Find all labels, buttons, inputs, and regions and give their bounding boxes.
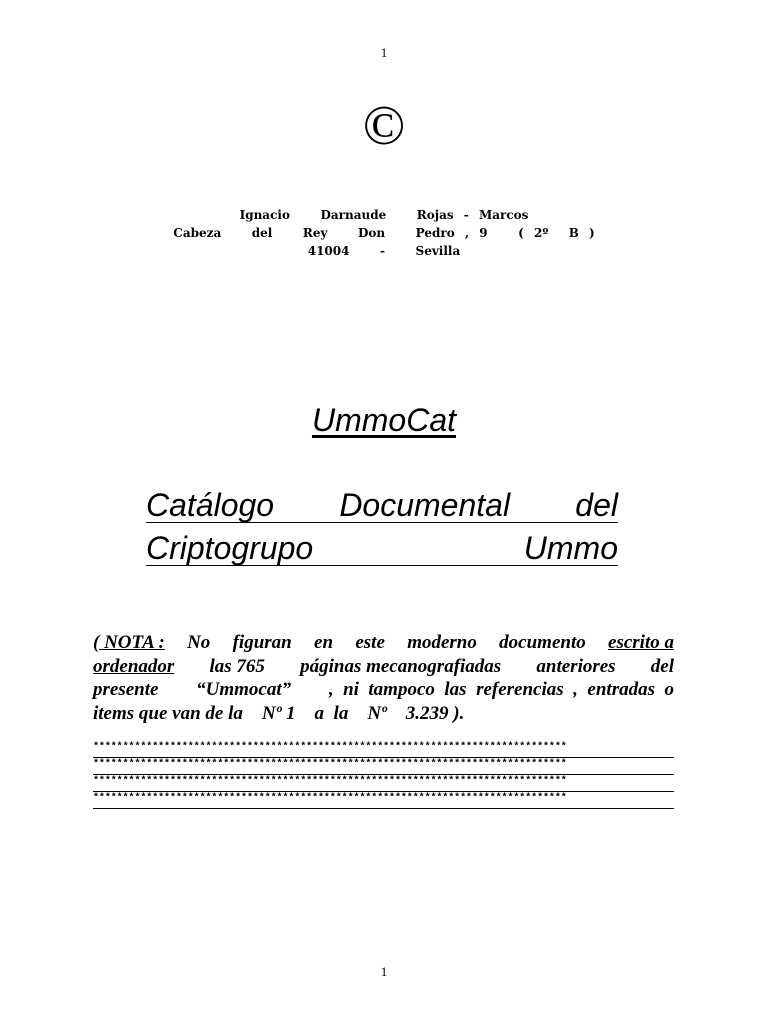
page-number-top: 1 bbox=[380, 45, 388, 60]
note-word: este bbox=[355, 632, 385, 653]
note-line-4 bbox=[93, 702, 674, 726]
subtitle-word: Criptogrupo bbox=[146, 530, 314, 566]
subtitle-line-1 bbox=[146, 484, 618, 523]
asterisk-row: ******************************************************************************** bbox=[93, 741, 674, 758]
subtitle-line-2 bbox=[146, 527, 618, 566]
note-word: en bbox=[314, 632, 334, 653]
page-number-bottom: 1 bbox=[380, 964, 388, 979]
author-street: Cabeza del Rey Don Pedro , 9 ( 2º B ) bbox=[173, 226, 595, 240]
note-word: No bbox=[187, 632, 211, 653]
asterisk-separator bbox=[93, 741, 674, 809]
subtitle-word: Catálogo bbox=[146, 487, 275, 523]
asterisk-row: ******************************************************************************** bbox=[93, 792, 674, 809]
note-line-2 bbox=[93, 655, 674, 679]
note-word: páginas mecanografiadas bbox=[300, 655, 502, 677]
note-line-1 bbox=[93, 631, 674, 655]
document-title bbox=[0, 400, 768, 440]
note-word: presente bbox=[93, 679, 159, 700]
note-paragraph bbox=[93, 631, 674, 725]
note-word: documento bbox=[499, 632, 586, 653]
subtitle-word: Ummo bbox=[523, 530, 618, 566]
note-word: del bbox=[650, 655, 674, 677]
note-word: items que van de la Nº 1 a la Nº 3.239 ). bbox=[93, 702, 465, 724]
note-word: las 765 bbox=[209, 655, 265, 677]
author-name: Ignacio Darnaude Rojas - Marcos bbox=[239, 208, 529, 222]
note-word: escrito a bbox=[608, 632, 674, 653]
note-label: ( NOTA : bbox=[93, 632, 165, 653]
title-text: UmmoCat bbox=[311, 402, 456, 438]
document-subtitle bbox=[146, 484, 618, 570]
note-word: moderno bbox=[407, 632, 477, 653]
note-word: ordenador bbox=[93, 655, 175, 677]
note-line-3 bbox=[93, 678, 674, 702]
note-word: figuran bbox=[232, 632, 292, 653]
author-block bbox=[0, 206, 768, 260]
author-city: 41004 - Sevilla bbox=[307, 244, 461, 258]
note-word: anteriores bbox=[536, 655, 616, 677]
note-word: “Ummocat” bbox=[196, 679, 292, 700]
asterisk-row: ******************************************************************************** bbox=[93, 775, 674, 792]
asterisk-row: ******************************************************************************** bbox=[93, 758, 674, 775]
note-word: , ni tampoco las referencias , entradas o bbox=[328, 679, 674, 700]
subtitle-word: del bbox=[575, 487, 618, 523]
subtitle-word: Documental bbox=[339, 487, 511, 523]
copyright-symbol: © bbox=[362, 95, 406, 157]
